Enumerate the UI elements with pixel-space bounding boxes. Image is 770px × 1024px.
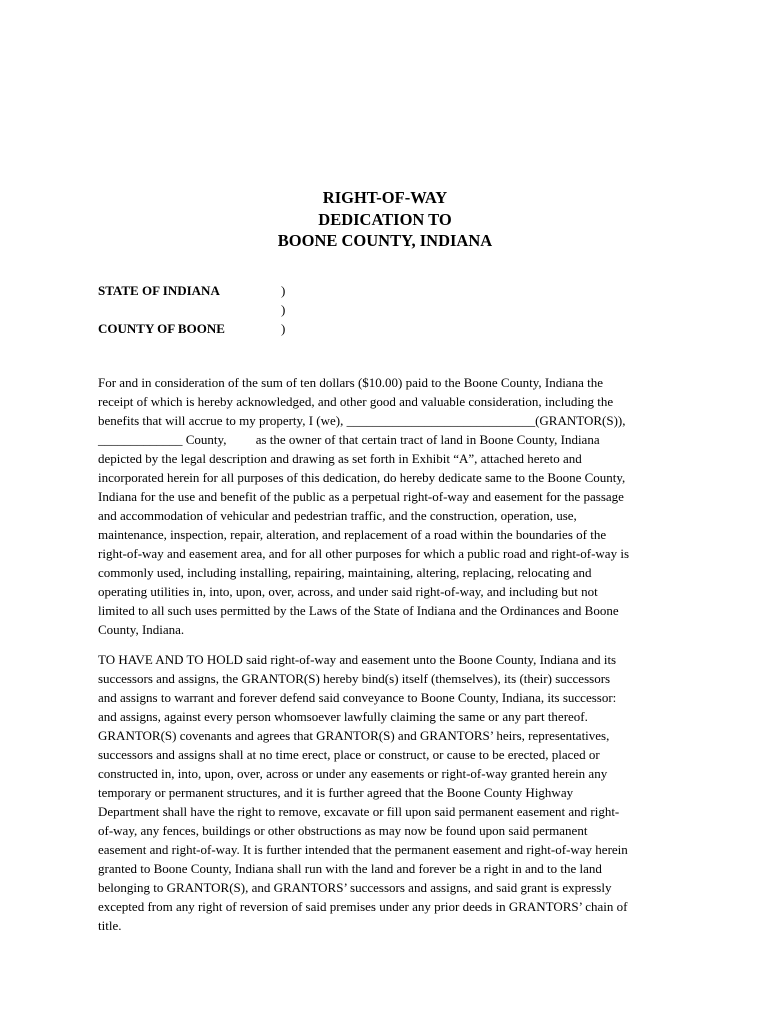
state-label: STATE OF INDIANA [98, 283, 220, 298]
paragraph-line: belonging to GRANTOR(S), and GRANTORS’ successors and assigns, and said grant is expressly [98, 880, 612, 895]
paragraph-line: Department shall have the right to remove, excavate or fill upon said permanent easement and right- [98, 804, 620, 819]
caption-paren: ) [281, 321, 286, 336]
title-line-1: RIGHT-OF-WAY [322, 188, 448, 207]
paragraph-line: and accommodation of vehicular and pedestrian traffic, and the construction, operation, use, [98, 508, 577, 523]
paragraph-line: receipt of which is hereby acknowledged, and other good and valuable consideration, including the [98, 394, 614, 409]
caption-row-county [98, 319, 498, 338]
paragraph-line: successors and assigns shall at no time erect, place or construct, or cause to be erected, placed or [98, 747, 600, 762]
paragraph-line: For and in consideration of the sum of ten dollars ($10.00) paid to the Boone County, Indiana the [98, 375, 603, 390]
caption-paren: ) [281, 283, 286, 298]
paragraph-line: title. [98, 918, 122, 933]
paragraph-line: excepted from any right of reversion of said premises under any prior deeds in GRANTORS’ chain of [98, 899, 628, 914]
caption-paren: ) [281, 302, 286, 317]
paragraph-line: and assigns, against every person whomsoever lawfully claiming the same or any part thereof. [98, 709, 588, 724]
paragraph-line: and assigns to warrant and forever defend said conveyance to Boone County, Indiana, its successor: [98, 690, 617, 705]
paragraph-line: right-of-way and easement area, and for all other purposes for which a public road and right-of-way is [98, 546, 630, 561]
caption-row-state [98, 281, 498, 300]
title-line-3: BOONE COUNTY, INDIANA [277, 231, 493, 250]
paragraph-line: constructed in, into, upon, over, across or under any easements or right-of-way granted herein any [98, 766, 608, 781]
paragraph-line: Indiana for the use and benefit of the public as a perpetual right-of-way and easement for the passage [98, 489, 624, 504]
paragraph-line: GRANTOR(S) covenants and agrees that GRANTOR(S) and GRANTORS’ heirs, representatives, [98, 728, 610, 743]
paragraph-line: granted to Boone County, Indiana shall run with the land and forever be a right in and to the land [98, 861, 602, 876]
caption-row-blank [98, 300, 498, 319]
document-title [0, 187, 770, 252]
consideration-paragraph [98, 373, 670, 639]
paragraph-line: commonly used, including installing, repairing, maintaining, altering, replacing, relocating and [98, 565, 592, 580]
paragraph-line: operating utilities in, into, upon, over, across, and under said right-of-way, and including but not [98, 584, 598, 599]
paragraph-line: TO HAVE AND TO HOLD said right-of-way and easement unto the Boone County, Indiana and its [98, 652, 617, 667]
venue-caption [98, 281, 498, 338]
paragraph-line: temporary or permanent structures, and it is further agreed that the Boone County Highway [98, 785, 574, 800]
paragraph-line: easement and right-of-way. It is further intended that the permanent easement and right-of-way herein [98, 842, 628, 857]
paragraph-line: depicted by the legal description and drawing as set forth in Exhibit “A”, attached hereto and [98, 451, 582, 466]
paragraph-line: of-way, any fences, buildings or other obstructions as may now be found upon said permanent [98, 823, 588, 838]
county-label: COUNTY OF BOONE [98, 321, 225, 336]
paragraph-line: limited to all such uses permitted by the Laws of the State of Indiana and the Ordinances and Boone [98, 603, 619, 618]
paragraph-line: benefits that will accrue to my property, I (we), _____________________________(GRANTOR(S)), [98, 413, 626, 428]
paragraph-line: County, Indiana. [98, 622, 185, 637]
paragraph-line: incorporated herein for all purposes of this dedication, do hereby dedicate same to the Boone County, [98, 470, 626, 485]
paragraph-line: _____________ County, as the owner of that certain tract of land in Boone County, Indiana [98, 432, 600, 447]
paragraph-line: maintenance, inspection, repair, alteration, and replacement of a road within the boundaries of the [98, 527, 607, 542]
title-line-2: DEDICATION TO [318, 209, 452, 229]
habendum-paragraph [98, 650, 670, 935]
paragraph-line: successors and assigns, the GRANTOR(S) hereby bind(s) itself (themselves), its (their) successors [98, 671, 611, 686]
